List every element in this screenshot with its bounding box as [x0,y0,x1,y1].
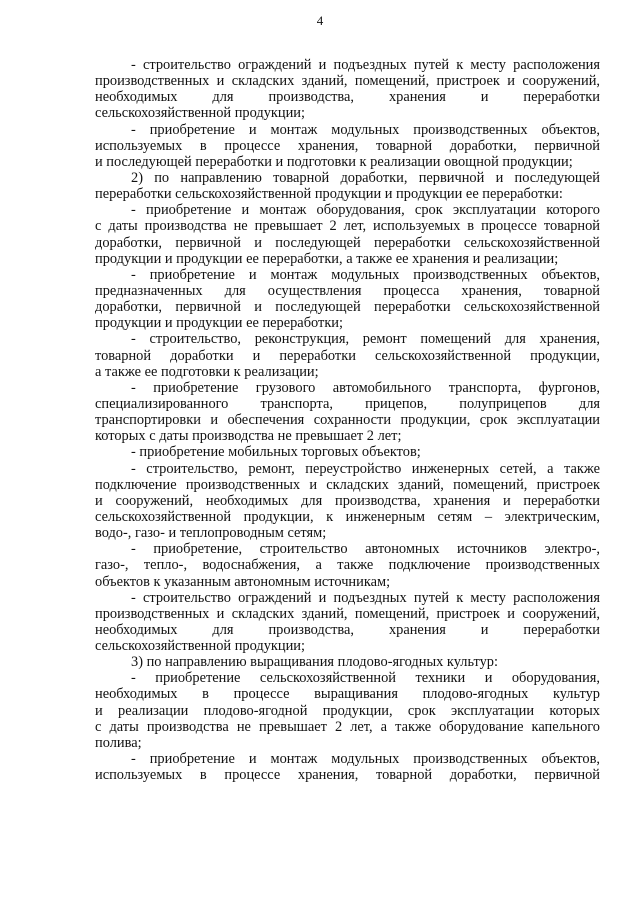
text-line: - строительство, реконструкция, ремонт помещений для хранения, [131,331,600,348]
text-line: производственных и складских зданий, помещений, пристроек и сооружений, [95,605,600,622]
text-line: доработки, первичной и последующей переработки сельскохозяйственной [95,234,600,251]
text-line: и сооружений, необходимых для производства, хранения и переработки [95,492,600,509]
text-line: - строительство ограждений и подъездных путей к месту расположения [131,57,600,73]
document-body [95,57,600,783]
text-line: - приобретение и монтаж модульных производственных объектов, [131,751,600,768]
text-line: транспортировки и обеспечения сохранности продукции, срок эксплуатации [95,412,600,429]
text-line: доработки, первичной и последующей переработки сельскохозяйственной [95,299,600,316]
text-line: а также ее подготовки к реализации; [95,363,319,380]
text-line: полива; [95,734,142,751]
text-line: используемых в процессе хранения, товарной доработки, первичной [95,767,600,784]
text-line: подключение производственных и складских зданий, помещений, пристроек [95,476,600,493]
text-line: - приобретение, строительство автономных источников электро-, [131,541,600,558]
text-line: - приобретение сельскохозяйственной техники и оборудования, [131,670,600,687]
text-line: используемых в процессе хранения, товарной доработки, первичной [95,137,600,154]
text-line: с даты производства не превышает 2 лет, а также оборудование капельного [95,718,600,735]
text-line: и реализации плодово-ягодной продукции, срок эксплуатации которых [95,702,600,719]
text-line: объектов к указанным автономным источникам; [95,573,391,590]
text-line: - приобретение и монтаж модульных производственных объектов, [131,121,600,138]
text-line: которых с даты производства не превышает 2 лет; [95,428,402,445]
text-line: - приобретение и монтаж оборудования, срок эксплуатации которого [131,202,600,219]
text-line: - строительство, ремонт, переустройство инженерных сетей, а также [131,460,600,477]
text-line: необходимых для производства, хранения и переработки [95,89,600,106]
text-line: продукции и продукции ее переработки, а также ее хранения и реализации; [95,250,559,267]
text-line: газо-, тепло-, водоснабжения, а также подключение производственных [95,557,600,574]
text-line: переработки сельскохозяйственной продукции и продукции ее переработки: [95,186,563,203]
text-line: с даты производства не превышает 2 лет, используемых в процессе товарной [95,218,600,235]
text-line: водо-, газо- и теплопроводным сетям; [95,525,327,542]
text-line: сельскохозяйственной продукции; [95,105,305,122]
text-line: предназначенных для осуществления процесса хранения, товарной [95,282,600,299]
text-line: - приобретение грузового автомобильного транспорта, фургонов, [131,379,600,396]
text-line: 2) по направлению товарной доработки, первичной и последующей [131,169,600,186]
text-line: специализированного транспорта, прицепов, полуприцепов для [95,395,600,412]
text-line: - приобретение и монтаж модульных производственных объектов, [131,266,600,283]
text-line: 3) по направлению выращивания плодово-ягодных культур: [131,654,498,671]
text-line: продукции и продукции ее переработки; [95,315,344,332]
text-line: товарной доработки и переработки сельскохозяйственной продукции, [95,347,600,364]
text-line: и последующей переработки и подготовки к реализации овощной продукции; [95,153,573,170]
text-line: - строительство ограждений и подъездных путей к месту расположения [131,589,600,606]
text-line: необходимых в процессе выращивания плодово-ягодных культур [95,686,600,703]
text-line: сельскохозяйственной продукции; [95,638,305,655]
text-line: сельскохозяйственной продукции, к инженерным сетям – электрическим, [95,508,600,525]
page-number: 4 [316,13,324,28]
text-line: производственных и складских зданий, помещений, пристроек и сооружений, [95,73,600,90]
text-line: необходимых для производства, хранения и переработки [95,621,600,638]
text-line: - приобретение мобильных торговых объектов; [131,444,421,461]
